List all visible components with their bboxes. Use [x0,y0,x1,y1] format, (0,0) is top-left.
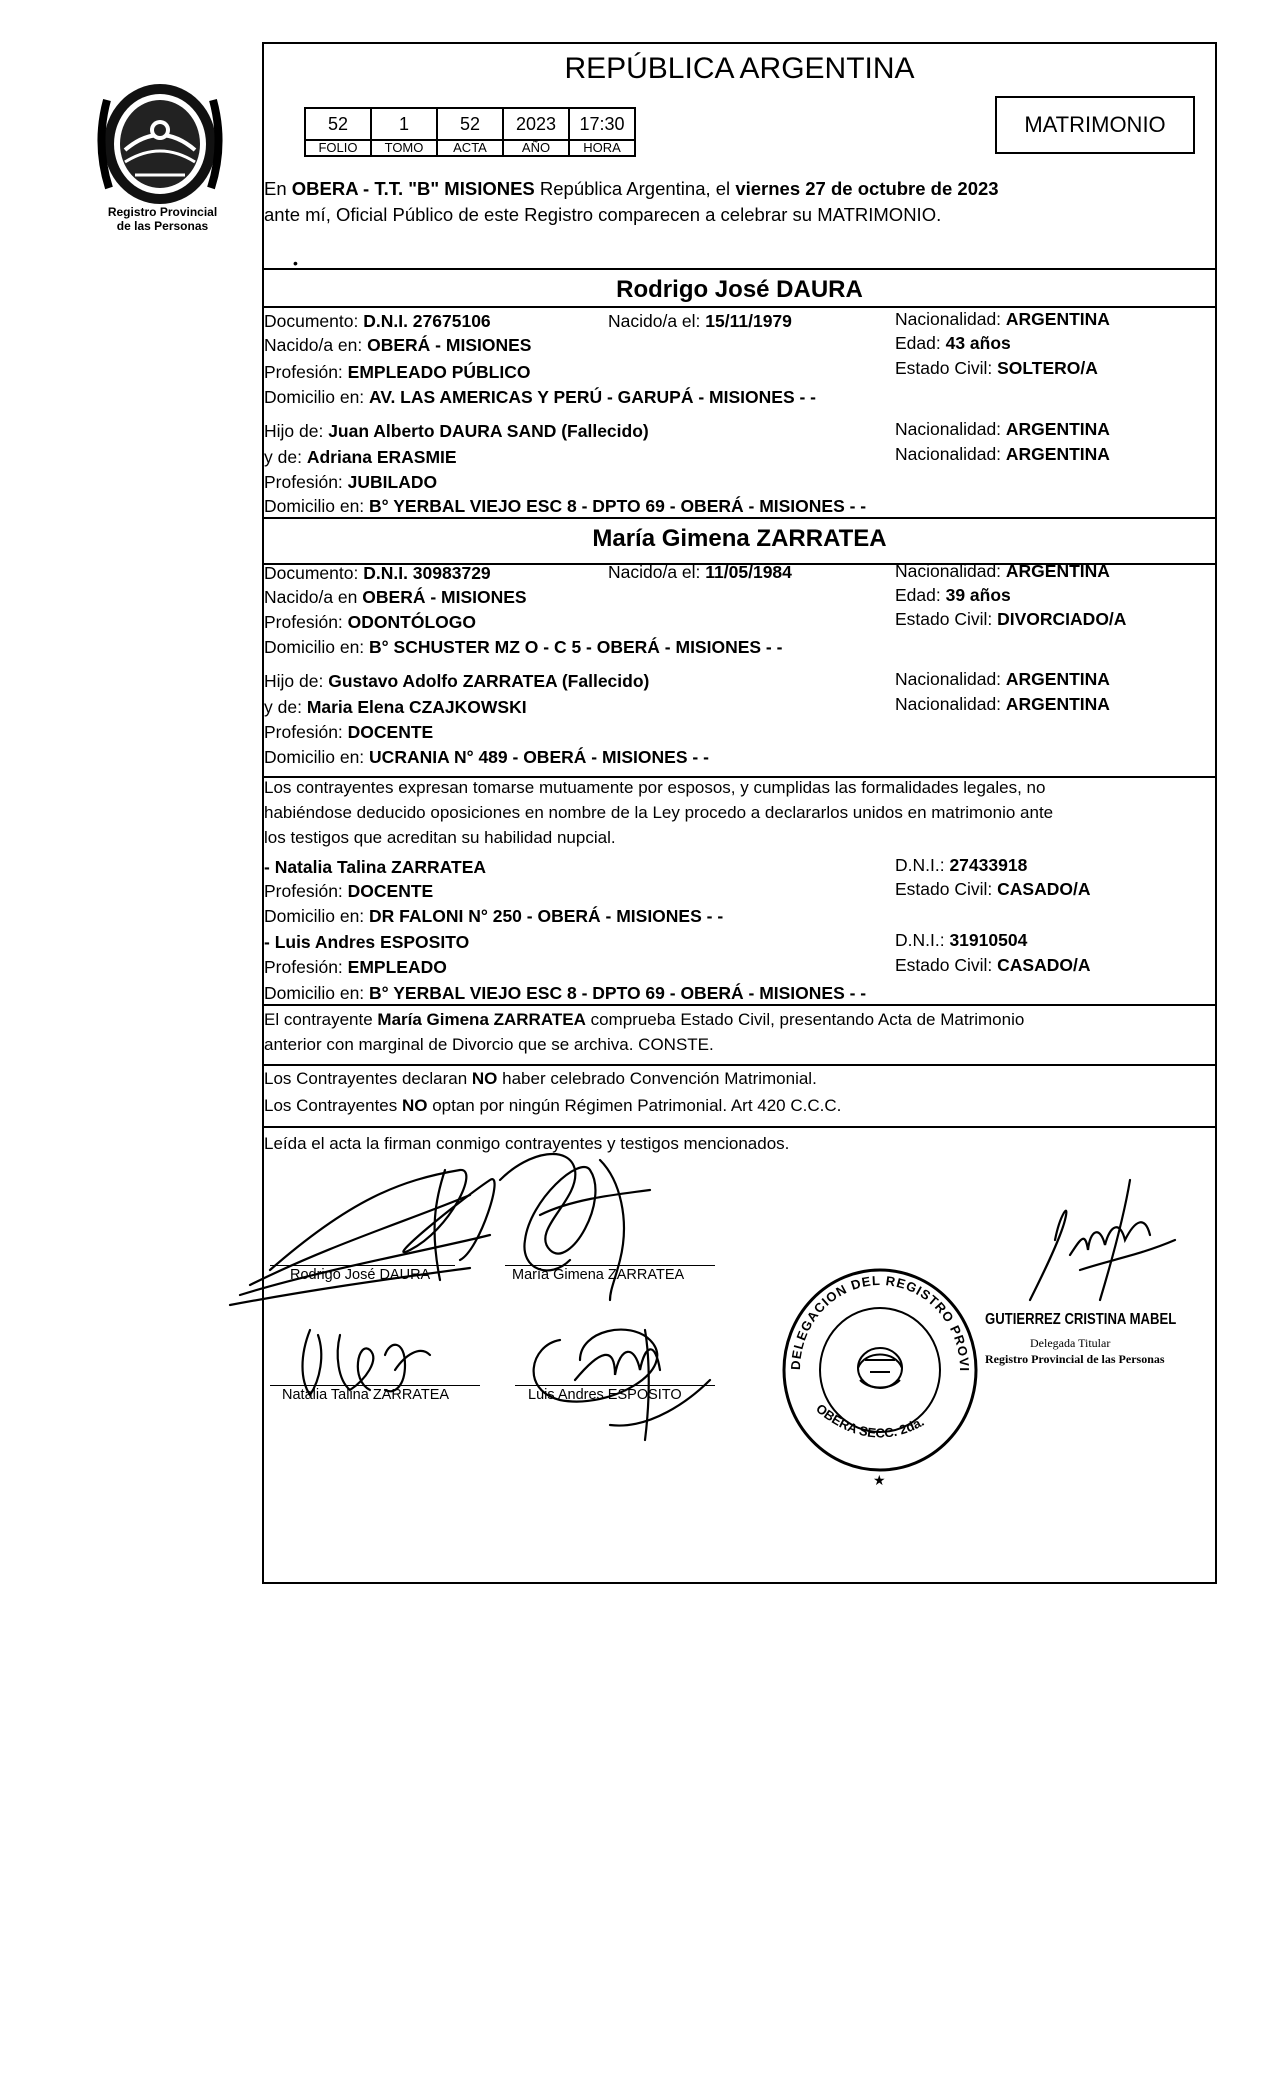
official-name: GUTIERREZ CRISTINA MABEL [985,1311,1177,1328]
witness2-profession [264,957,447,978]
intro-mid: República Argentina, el [534,178,736,199]
value: CASADO/A [997,955,1091,975]
bride-document [264,563,491,584]
label: Domicilio en: [264,983,370,1003]
value: 27433918 [949,855,1028,875]
bride-father [264,671,649,692]
witness2-name: - Luis Andres ESPOSITO [264,932,470,952]
value: 39 años [945,585,1011,605]
regime-line1 [264,1069,817,1089]
label: Nacido/a el: [608,562,706,582]
groom-name: Rodrigo José DAURA [616,276,863,303]
bride-profession [264,612,476,633]
divider [262,517,1217,519]
label: Profesión: [264,362,348,382]
groom-father-nationality [895,419,1110,440]
folio-label: FOLIO [305,140,371,156]
witness1-civil-status [895,879,1090,900]
label: Documento: [264,311,364,331]
value: DIVORCIADO/A [997,609,1127,629]
label: Nacionalidad: [895,419,1006,439]
groom-address [264,387,816,408]
bride-father-nationality [895,669,1110,690]
label: Profesión: [264,722,348,742]
groom-birthplace [264,335,531,356]
label: Estado Civil: [895,358,998,378]
declaration-line2: habiéndose deducido oposiciones en nombre de la Ley procedo a declararlos unidos en matrimonio ante [264,803,1054,822]
value: ARGENTINA [1005,444,1110,464]
value: ARGENTINA [1005,694,1110,714]
handwritten-signatures [230,1140,750,1480]
regime-line2 [264,1096,841,1116]
value: ARGENTINA [1005,419,1110,439]
label: Nacido/a en [264,587,363,607]
seal-ring-text: DELEGACION DEL REGISTRO PROVINCIAL DE LAS PERSONAS [764,1238,973,1373]
registry-caption-line1: Registro Provincial [107,205,218,219]
groom-civil-status [895,358,1098,379]
official-seal-stamp [764,1238,990,1490]
divider [262,1064,1217,1066]
hour-value: 17:30 [569,108,635,140]
value: D.N.I. 27675106 [363,311,491,331]
label: D.N.I.: [895,855,950,875]
label: D.N.I.: [895,930,950,950]
civil-status-note-line1 [264,1010,1024,1030]
bride-age [895,585,1011,606]
witness1-profession [264,881,433,902]
groom-nationality [895,309,1110,330]
value: EMPLEADO PÚBLICO [347,362,531,382]
label: Documento: [264,563,364,583]
regime1-post: haber celebrado Convención Matrimonial. [497,1069,817,1088]
tomo-value: 1 [371,108,437,140]
value: SOLTERO/A [997,358,1098,378]
registry-coat-of-arms-logo [95,80,225,208]
witness1-dni [895,855,1027,876]
value: 31910504 [949,930,1028,950]
intro-line1 [264,176,1215,202]
signature-label-witness1: Natalia Talina ZARRATEA [282,1387,450,1403]
document-type-box: MATRIMONIO [995,96,1195,154]
label: Nacionalidad: [895,561,1006,581]
note-pre: El contrayente [264,1010,378,1029]
label: y de: [264,447,307,467]
groom-parents-address [264,496,866,517]
label: Hijo de: [264,671,329,691]
bride-mother-nationality [895,694,1110,715]
year-value: 2023 [503,108,569,140]
label: Nacionalidad: [895,694,1006,714]
witness2-dni [895,930,1027,951]
label: Domicilio en: [264,496,370,516]
label: Profesión: [264,612,348,632]
label: Edad: [895,333,946,353]
value: JUBILADO [347,472,438,492]
label: Estado Civil: [895,609,998,629]
seal-star: ★ [873,1473,886,1489]
label: Domicilio en: [264,387,370,407]
label: y de: [264,697,307,717]
label: Nacionalidad: [895,444,1006,464]
value: CASADO/A [997,879,1091,899]
signature-label-witness2: Luis Andres ESPOSITO [528,1387,682,1403]
intro-date: viernes 27 de octubre de 2023 [735,178,999,199]
value: 11/05/1984 [705,562,792,582]
hour-label: HORA [569,140,635,156]
page-title: REPÚBLICA ARGENTINA [564,52,915,85]
value: Adriana ERASMIE [306,447,457,467]
value: UCRANIA N° 489 - OBERÁ - MISIONES - - [369,747,709,767]
value: ARGENTINA [1005,561,1110,581]
groom-profession [264,362,530,383]
intro-pre: En [264,178,292,199]
intro-line2: ante mí, Oficial Público de este Registro comparecen a celebrar su MATRIMONIO. [264,204,942,225]
value: 43 años [945,333,1011,353]
value: Gustavo Adolfo ZARRATEA (Fallecido) [328,671,650,691]
groom-document [264,311,491,332]
value: OBERÁ - MISIONES [367,335,532,355]
witness1-name: - Natalia Talina ZARRATEA [264,857,487,877]
seal-bottom-text: OBERA SECC. 2da. [813,1400,927,1441]
label: Nacido/a el: [608,311,706,331]
official-title: Delegada Titular [1030,1336,1111,1350]
tomo-label: TOMO [371,140,437,156]
bride-mother [264,697,527,718]
folio-value: 52 [305,108,371,140]
regime1-bold: NO [471,1069,498,1088]
declaration-line1: Los contrayentes expresan tomarse mutuamente por esposos, y cumplidas las formalidades legales, no [264,778,1046,797]
label: Nacido/a en: [264,335,368,355]
label: Domicilio en: [264,747,370,767]
label: Profesión: [264,881,348,901]
groom-mother [264,447,457,468]
bride-birthdate [608,562,792,583]
note-name: María Gimena ZARRATEA [377,1010,586,1029]
record-number-table [304,107,636,157]
value: B° YERBAL VIEJO ESC 8 - DPTO 69 - OBERÁ - MISIONES - - [369,983,867,1003]
value: OBERÁ - MISIONES [362,587,527,607]
value: 15/11/1979 [705,311,792,331]
regime2-bold: NO [401,1096,428,1115]
registry-caption-line2: de las Personas [116,219,209,233]
label: Nacionalidad: [895,669,1006,689]
witness2-civil-status [895,955,1090,976]
divider [262,306,1217,308]
note-post: comprueba Estado Civil, presentando Acta de Matrimonio [585,1010,1025,1029]
value: ARGENTINA [1005,669,1110,689]
witness1-address [264,906,723,927]
groom-birthdate [608,311,792,332]
label: Profesión: [264,472,348,492]
value: D.N.I. 30983729 [363,563,491,583]
witness2-address [264,983,866,1004]
closing-statement: Leída el acta la firman conmigo contrayentes y testigos mencionados. [264,1134,790,1153]
acta-value: 52 [437,108,503,140]
divider [262,1004,1217,1006]
value: DOCENTE [347,722,434,742]
label: Hijo de: [264,421,329,441]
intro-place: OBERA - T.T. "B" MISIONES [291,178,535,199]
official-office: Registro Provincial de las Personas [985,1352,1165,1366]
groom-parents-profession [264,472,437,493]
official-handwritten-signature [1010,1160,1190,1320]
value: Juan Alberto DAURA SAND (Fallecido) [328,421,649,441]
regime2-pre: Los Contrayentes [264,1096,402,1115]
signature-label-groom: Rodrigo José DAURA [290,1267,431,1283]
value: ARGENTINA [1005,309,1110,329]
value: EMPLEADO [347,957,447,977]
signature-label-bride: María Gimena ZARRATEA [512,1267,685,1283]
value: DR FALONI N° 250 - OBERÁ - MISIONES - - [369,906,724,926]
regime2-post: optan por ningún Régimen Patrimonial. Art 420 C.C.C. [427,1096,842,1115]
label: Profesión: [264,957,348,977]
bride-parents-address [264,747,709,768]
label: Domicilio en: [264,637,370,657]
divider [262,268,1217,270]
value: ODONTÓLOGO [347,612,476,632]
groom-father [264,421,649,442]
value: Maria Elena CZAJKOWSKI [306,697,527,717]
bride-nationality [895,561,1110,582]
bullet-mark: • [293,255,298,271]
declaration-line3: los testigos que acreditan su habilidad nupcial. [264,828,616,847]
groom-mother-nationality [895,444,1110,465]
value: B° YERBAL VIEJO ESC 8 - DPTO 69 - OBERÁ - MISIONES - - [369,496,867,516]
bride-parents-profession [264,722,433,743]
registry-caption [70,205,255,233]
label: Domicilio en: [264,906,370,926]
bride-civil-status [895,609,1126,630]
bride-name: María Gimena ZARRATEA [592,525,887,552]
acta-label: ACTA [437,140,503,156]
bride-address [264,637,782,658]
intro-paragraph [264,176,1215,228]
value: DOCENTE [347,881,434,901]
divider [262,1126,1217,1128]
label: Edad: [895,585,946,605]
year-label: AÑO [503,140,569,156]
regime1-pre: Los Contrayentes declaran [264,1069,472,1088]
value: AV. LAS AMERICAS Y PERÚ - GARUPÁ - MISIONES - - [369,387,816,407]
civil-status-note-line2: anterior con marginal de Divorcio que se archiva. CONSTE. [264,1035,714,1054]
label: Estado Civil: [895,879,998,899]
bride-birthplace [264,587,527,608]
groom-age [895,333,1011,354]
label: Estado Civil: [895,955,998,975]
value: B° SCHUSTER MZ O - C 5 - OBERÁ - MISIONES - - [369,637,783,657]
label: Nacionalidad: [895,309,1006,329]
